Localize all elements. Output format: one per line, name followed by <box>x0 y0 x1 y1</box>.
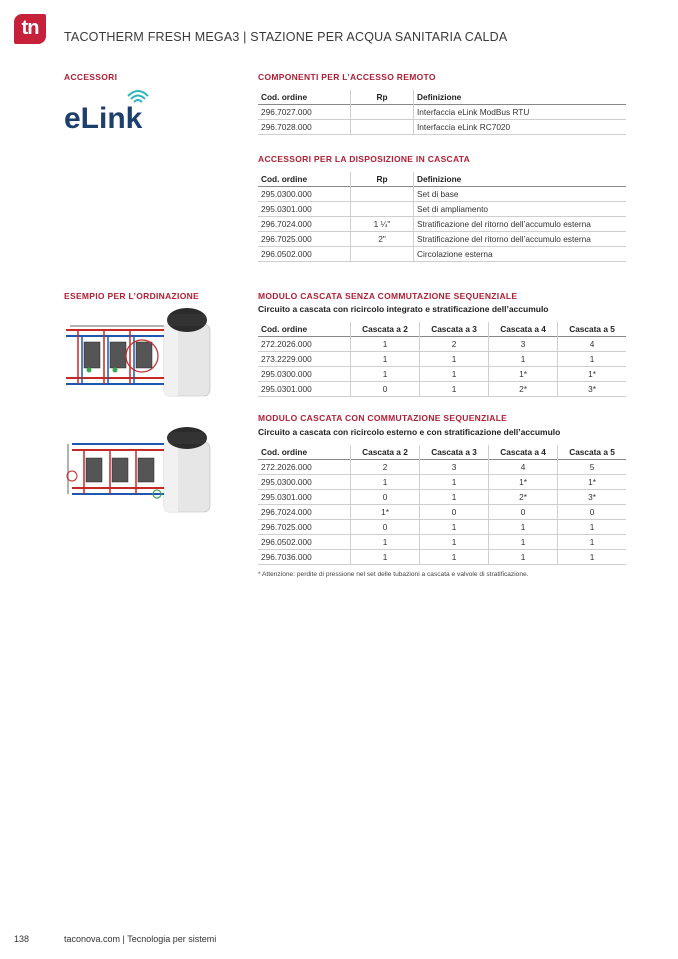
table-cell: 1 ¼" <box>351 217 414 232</box>
table-cell: Set di ampliamento <box>414 202 627 217</box>
table-cell: 1* <box>351 505 420 520</box>
table-cell: 296.7025.000 <box>261 234 312 244</box>
table-row <box>258 505 626 520</box>
table-cell: 1 <box>489 352 558 367</box>
table-cell: 1 <box>351 367 420 382</box>
col-header: Cascata a 4 <box>489 445 558 460</box>
table-cell: 0 <box>420 505 489 520</box>
table-row <box>258 202 626 217</box>
table-cell: 1 <box>558 535 626 550</box>
table-cell: 296.7028.000 <box>261 122 312 132</box>
table-row <box>258 475 626 490</box>
table-cell: Stratificazione del ritorno dell’accumulo esterna <box>414 232 627 247</box>
col-header: Definizione <box>414 172 627 187</box>
page-title: TACOTHERM FRESH MEGA3 | STAZIONE PER ACQUA SANITARIA CALDA <box>64 30 508 44</box>
table-cell: 4 <box>558 337 626 352</box>
table-cell: 296.7024.000 <box>261 219 312 229</box>
table-row <box>258 520 626 535</box>
table-cell: 3* <box>558 490 626 505</box>
table-cell: 296.0502.000 <box>261 249 312 259</box>
table-cell: 296.7025.000 <box>261 522 312 532</box>
section-cascade-acc-title: ACCESSORI PER LA DISPOSIZIONE IN CASCATA <box>258 154 471 164</box>
section-seq-title: MODULO CASCATA CON COMMUTAZIONE SEQUENZIALE <box>258 413 508 423</box>
table-cell: 1* <box>489 367 558 382</box>
cascade-diagram-seq <box>64 424 216 516</box>
table-row <box>258 337 626 352</box>
table-cell: Circolazione esterna <box>414 247 627 262</box>
table-cell: 295.0301.000 <box>261 204 312 214</box>
table-cell: 0 <box>351 382 420 397</box>
no-seq-table <box>258 322 626 397</box>
col-header: Cascata a 4 <box>489 322 558 337</box>
col-header: Cascata a 3 <box>420 322 489 337</box>
table-row <box>258 120 626 135</box>
table-row <box>258 217 626 232</box>
table-cell: 295.0300.000 <box>261 369 312 379</box>
table-cell <box>351 202 414 217</box>
table-cell: 295.0301.000 <box>261 492 312 502</box>
table-cell: 0 <box>351 520 420 535</box>
table-cell: 2" <box>351 232 414 247</box>
table-cell: 3 <box>420 460 489 475</box>
table-cell: Set di base <box>414 187 627 202</box>
table-row <box>258 105 626 120</box>
col-header: Cod. ordine <box>261 447 308 457</box>
section-remote-title: COMPONENTI PER L’ACCESSO REMOTO <box>258 72 436 82</box>
table-cell: 296.7024.000 <box>261 507 312 517</box>
table-cell: 2 <box>351 460 420 475</box>
table-cell <box>351 247 414 262</box>
table-cell: 1 <box>558 520 626 535</box>
section-seq-subtitle: Circuito a cascata con ricircolo esterno e con stratificazione dell’accumulo <box>258 427 561 437</box>
table-cell: 2 <box>420 337 489 352</box>
table-cell: 296.7036.000 <box>261 552 312 562</box>
table-row <box>258 352 626 367</box>
table-row <box>258 550 626 565</box>
table-cell: 1 <box>558 550 626 565</box>
table-row <box>258 535 626 550</box>
col-header: Cod. ordine <box>261 174 308 184</box>
table-cell: 1 <box>351 550 420 565</box>
table-cell: 272.2026.000 <box>261 462 312 472</box>
page-number: 138 <box>14 934 30 944</box>
esempio-label: ESEMPIO PER L’ORDINAZIONE <box>64 291 200 301</box>
col-header: Cascata a 5 <box>558 445 626 460</box>
table-cell: 5 <box>558 460 626 475</box>
col-header: Cod. ordine <box>261 92 308 102</box>
accessori-label: ACCESSORI <box>64 72 118 82</box>
col-header: Cascata a 3 <box>420 445 489 460</box>
table-cell: 295.0301.000 <box>261 384 312 394</box>
elink-wordmark: eLink <box>64 102 143 132</box>
table-row <box>258 382 626 397</box>
table-row <box>258 247 626 262</box>
table-cell: 1 <box>420 367 489 382</box>
table-cell: 0 <box>558 505 626 520</box>
table-cell: 296.0502.000 <box>261 537 312 547</box>
col-header: Cod. ordine <box>261 324 308 334</box>
col-header: Definizione <box>414 90 627 105</box>
table-cell: Interfaccia eLink RC7020 <box>414 120 627 135</box>
table-cell: 1 <box>489 550 558 565</box>
table-cell: Stratificazione del ritorno dell’accumulo esterna <box>414 217 627 232</box>
table-cell: 1* <box>558 475 626 490</box>
col-header: Cascata a 2 <box>351 322 420 337</box>
table-cell: 1 <box>351 535 420 550</box>
table-cell: 2* <box>489 490 558 505</box>
table-cell: 1 <box>351 475 420 490</box>
seq-table <box>258 445 626 565</box>
table-cell: Interfaccia eLink ModBus RTU <box>414 105 627 120</box>
table-cell: 296.7027.000 <box>261 107 312 117</box>
table-cell: 273.2229.000 <box>261 354 312 364</box>
col-header: Rp <box>351 90 414 105</box>
table-cell: 0 <box>489 505 558 520</box>
table-cell: 4 <box>489 460 558 475</box>
table-cell: 1 <box>420 490 489 505</box>
remote-access-table <box>258 90 626 135</box>
elink-logo <box>64 88 164 132</box>
table-cell: 1 <box>351 337 420 352</box>
col-header: Rp <box>351 172 414 187</box>
col-header: Cascata a 5 <box>558 322 626 337</box>
col-header: Cascata a 2 <box>351 445 420 460</box>
table-cell: 0 <box>351 490 420 505</box>
table-cell <box>351 105 414 120</box>
table-cell: 1 <box>420 520 489 535</box>
table-cell: 1 <box>351 352 420 367</box>
table-cell <box>351 120 414 135</box>
table-cell: 295.0300.000 <box>261 477 312 487</box>
table-cell: 1 <box>420 352 489 367</box>
cascade-accessories-table <box>258 172 626 262</box>
footer-text: taconova.com | Tecnologia per sistemi <box>64 934 217 944</box>
section-no-seq-title: MODULO CASCATA SENZA COMMUTAZIONE SEQUENZIALE <box>258 291 518 301</box>
footnote: * Attenzione: perdite di pressione nel set delle tubazioni a cascata e valvole di stratificazione. <box>258 571 529 578</box>
section-no-seq-subtitle: Circuito a cascata con ricircolo integrato e stratificazione dell’accumulo <box>258 304 549 314</box>
cascade-diagram-no-seq <box>64 302 216 400</box>
table-cell: 272.2026.000 <box>261 339 312 349</box>
taconova-logo: tn <box>14 14 46 44</box>
table-cell: 1 <box>489 520 558 535</box>
table-cell <box>351 187 414 202</box>
table-row <box>258 367 626 382</box>
table-row <box>258 460 626 475</box>
table-row <box>258 490 626 505</box>
table-cell: 3* <box>558 382 626 397</box>
table-cell: 3 <box>489 337 558 352</box>
table-cell: 2* <box>489 382 558 397</box>
table-cell: 1* <box>489 475 558 490</box>
table-cell: 1 <box>420 535 489 550</box>
table-row <box>258 187 626 202</box>
table-cell: 1 <box>420 382 489 397</box>
table-row <box>258 232 626 247</box>
table-cell: 295.0300.000 <box>261 189 312 199</box>
table-cell: 1 <box>489 535 558 550</box>
table-cell: 1 <box>420 475 489 490</box>
table-cell: 1 <box>420 550 489 565</box>
table-cell: 1 <box>558 352 626 367</box>
table-cell: 1* <box>558 367 626 382</box>
